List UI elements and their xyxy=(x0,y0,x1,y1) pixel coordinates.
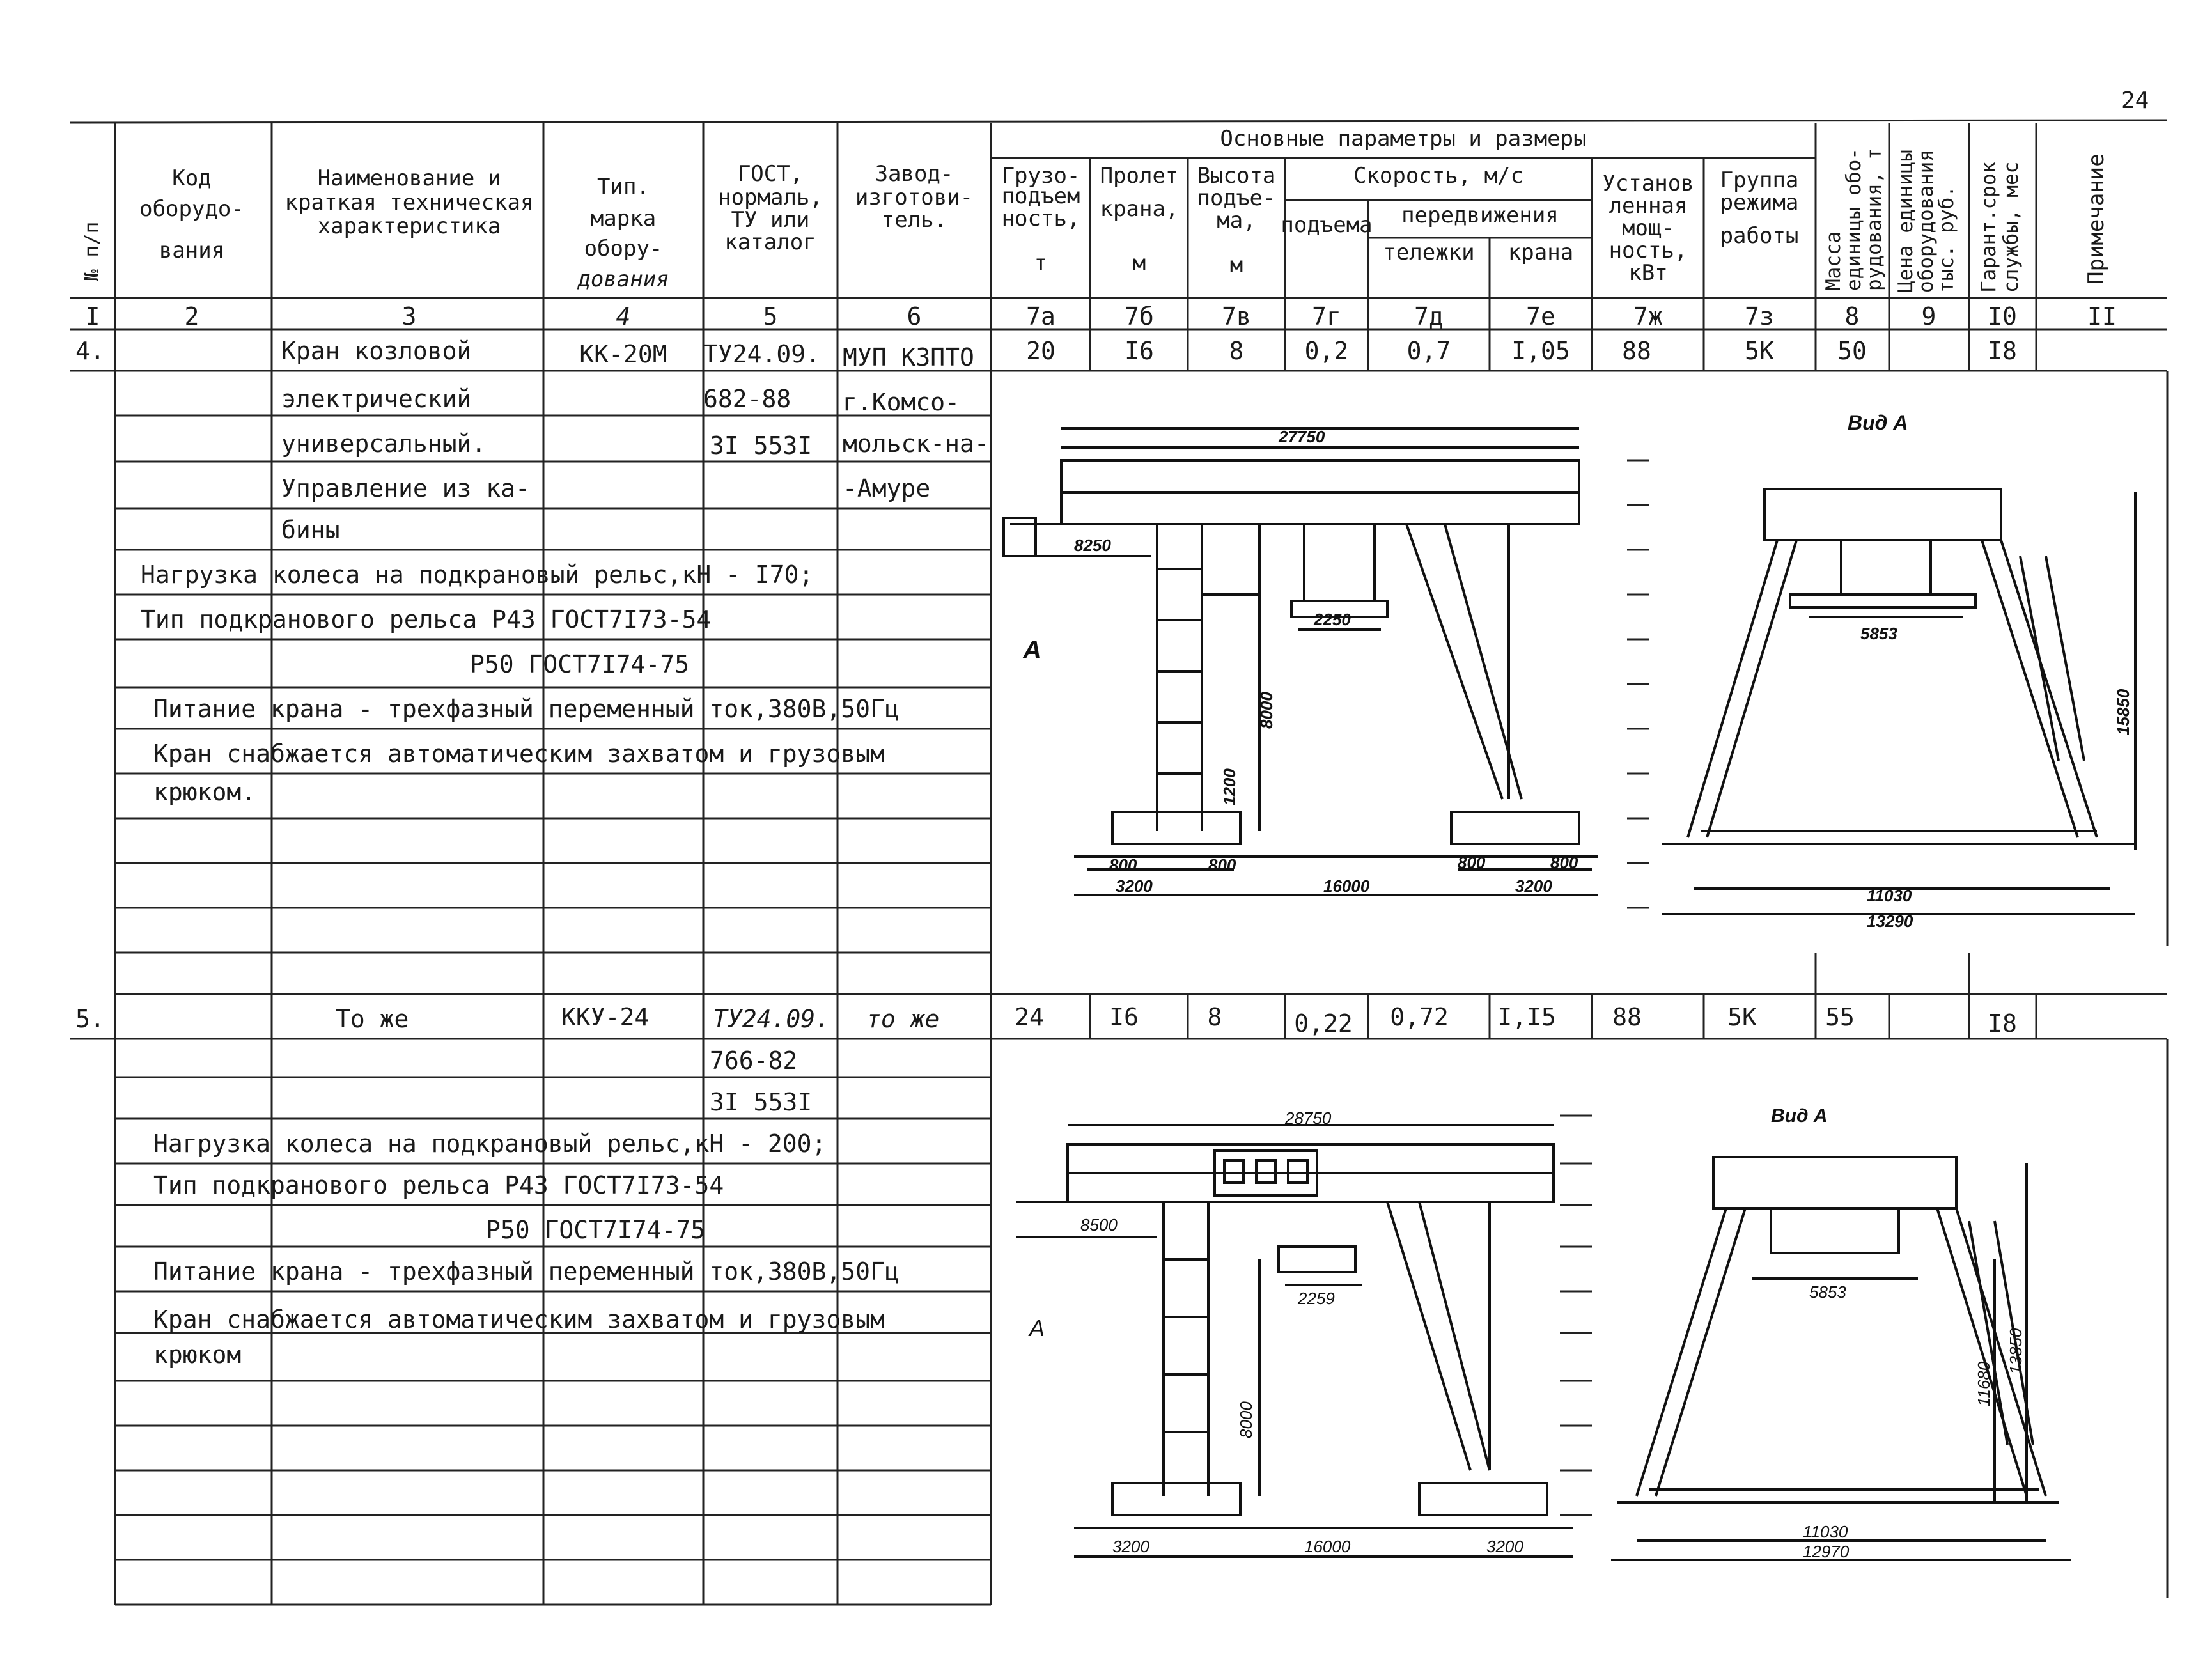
row5-mass: 55 xyxy=(1825,1003,1855,1031)
colnum-8: 8 xyxy=(1844,302,1860,331)
row5-note-2: Тип подкранового рельса Р43 ГОСТ7I73-54 xyxy=(153,1171,724,1199)
row4-power: 88 xyxy=(1622,337,1651,365)
row4-name-1: Кран козловой xyxy=(281,337,472,365)
drawing4-dim-h2: 11680 xyxy=(1974,1361,1993,1406)
row4-gost-1: ТУ24.09. xyxy=(703,340,821,368)
header-type-2: марка xyxy=(590,206,657,231)
colnum-7zh: 7ж xyxy=(1633,302,1663,331)
header-code-1: Код xyxy=(172,166,212,191)
drawing1-dim-h2: 1200 xyxy=(1220,768,1239,805)
drawing2-dim-height: 15850 xyxy=(2114,689,2133,735)
row4-type: КК-20М xyxy=(579,340,667,368)
row4-note-6: крюком. xyxy=(153,778,256,806)
header-power-2: ленная xyxy=(1608,193,1688,219)
page-number: 24 xyxy=(2121,88,2149,114)
drawing3-dim-hook: 2259 xyxy=(1298,1289,1335,1308)
row5-note-5: Кран снабжается автоматическим захватом и грузовым xyxy=(153,1305,885,1334)
row5-num: 5. xyxy=(75,1005,105,1033)
drawing1-dim-main-span: 16000 xyxy=(1323,876,1370,896)
header-capacity-3: ность, xyxy=(1001,206,1080,231)
row4-note-1: Нагрузка колеса на подкрановый рельс,кН - I70; xyxy=(141,561,814,589)
row5-mode: 5К xyxy=(1727,1003,1757,1031)
header-power-3: мощ- xyxy=(1622,215,1674,241)
header-span-3: м xyxy=(1132,251,1146,276)
header-price-3: тыс. руб. xyxy=(1935,185,1958,293)
row4-name-5: бины xyxy=(281,516,340,544)
crane-kk20m-side-drawing xyxy=(1637,403,2161,933)
header-power-4: ность, xyxy=(1608,238,1688,263)
colnum-7a: 7а xyxy=(1026,302,1055,331)
drawing1-dim-wheel2: 800 xyxy=(1208,855,1236,875)
colnum-4: 4 xyxy=(616,302,631,331)
header-height-1: Высота xyxy=(1197,163,1276,189)
row4-factory-2: г.Комсо- xyxy=(843,388,960,416)
header-name-3: характеристика xyxy=(317,214,501,239)
row5-lift-speed: 0,22 xyxy=(1294,1009,1353,1038)
row5-height: 8 xyxy=(1207,1003,1222,1031)
row4-name-2: электрический xyxy=(281,385,472,413)
row5-power: 88 xyxy=(1612,1003,1642,1031)
row5-span: I6 xyxy=(1109,1003,1139,1031)
drawing1-dim-cantilever: 8250 xyxy=(1074,536,1111,555)
drawing2-dim-base2: 13290 xyxy=(1867,912,1913,931)
header-type-4: дования xyxy=(577,267,669,292)
header-gost-4: каталог xyxy=(724,230,816,255)
row4-capacity: 20 xyxy=(1026,337,1055,365)
header-note: Примечание xyxy=(2083,153,2109,284)
row5-name-1: То же xyxy=(336,1005,409,1033)
drawing2-view-label: Вид А xyxy=(1848,411,1908,434)
header-gost-3: ТУ или xyxy=(731,207,810,233)
row4-warranty: I8 xyxy=(1988,337,2017,365)
header-mode-2: режима xyxy=(1720,190,1799,215)
row4-name-3: универсальный. xyxy=(281,430,487,458)
header-power-1: Установ xyxy=(1602,171,1694,196)
crane-kku24-front-drawing xyxy=(1004,1100,1579,1598)
header-warranty-1: Гарант.срок xyxy=(1977,161,2000,293)
header-col-num: № п/п xyxy=(81,221,104,281)
row4-mode: 5К xyxy=(1745,337,1774,365)
header-name-1: Наименование и xyxy=(317,166,501,191)
row5-note-3: Р50 ГОСТ7I74-75 xyxy=(486,1216,706,1244)
drawing4-dim-height: 13850 xyxy=(2006,1328,2025,1374)
header-factory-2: изготови- xyxy=(855,185,974,210)
row5-note-1: Нагрузка колеса на подкрановый рельс,кН - 200; xyxy=(153,1130,827,1158)
colnum-2: 2 xyxy=(184,302,199,331)
header-power-5: кВт xyxy=(1628,260,1668,286)
row4-gost-2: 682-88 xyxy=(703,385,791,413)
header-name-2: краткая техническая xyxy=(284,190,534,215)
header-mode-3: работы xyxy=(1720,223,1799,249)
colnum-5: 5 xyxy=(763,302,778,331)
crane-kku24-side-drawing xyxy=(1598,1087,2084,1592)
drawing1-dim-hook: 2250 xyxy=(1314,610,1351,629)
row5-gost-2: 766-82 xyxy=(710,1047,798,1075)
header-lift: подъема xyxy=(1281,212,1373,238)
colnum-7b: 7б xyxy=(1125,302,1154,331)
row4-span: I6 xyxy=(1125,337,1154,365)
header-params-title: Основные параметры и размеры xyxy=(1220,126,1587,152)
header-code-3: вания xyxy=(159,238,225,263)
header-height-2: подъе- xyxy=(1197,185,1276,211)
drawing1-dim-wheel1: 800 xyxy=(1109,855,1137,875)
row5-note-6: крюком xyxy=(153,1341,242,1369)
drawing4-dim-base1: 11030 xyxy=(1803,1522,1848,1541)
colnum-6: 6 xyxy=(907,302,922,331)
row4-note-3: Р50 ГОСТ7I74-75 xyxy=(470,650,690,678)
row4-mass: 50 xyxy=(1837,337,1867,365)
row4-note-2: Тип подкранового рельса Р43 ГОСТ7I73-54 xyxy=(141,605,712,634)
row4-factory-4: -Амуре xyxy=(843,474,931,502)
drawing2-dim-beam: 5853 xyxy=(1860,624,1897,643)
drawing1-dim-leg: 3200 xyxy=(1116,876,1153,896)
row5-gost-3: 3I 553I xyxy=(710,1088,813,1116)
header-height-3: ма, xyxy=(1217,208,1256,233)
drawing1-dim-leg2: 3200 xyxy=(1515,876,1552,896)
drawing4-dim-base2: 12970 xyxy=(1803,1542,1850,1561)
row4-lift-speed: 0,2 xyxy=(1304,337,1349,365)
row5-type: ККУ-24 xyxy=(561,1003,650,1031)
drawing1-dim-wheel3: 800 xyxy=(1458,853,1486,872)
row4-factory-3: мольск-на- xyxy=(843,430,989,458)
colnum-7e: 7е xyxy=(1526,302,1555,331)
drawing4-dim-beam: 5853 xyxy=(1809,1282,1846,1302)
header-height-4: м xyxy=(1229,253,1243,278)
colnum-7z: 7з xyxy=(1745,302,1774,331)
row5-capacity: 24 xyxy=(1015,1003,1044,1031)
row4-trolley-speed: 0,7 xyxy=(1406,337,1451,365)
row4-height: 8 xyxy=(1229,337,1244,365)
header-trolley: тележки xyxy=(1383,240,1475,265)
header-gost-1: ГОСТ, xyxy=(737,161,804,187)
colnum-7v: 7в xyxy=(1222,302,1251,331)
row4-factory-1: МУП КЗПТО xyxy=(843,343,974,371)
row4-num: 4. xyxy=(75,337,105,365)
row4-crane-speed: I,05 xyxy=(1511,337,1570,365)
colnum-11: II xyxy=(2087,302,2117,331)
drawing1-dim-wheel4: 800 xyxy=(1550,853,1578,872)
drawing1-dim-height: 8000 xyxy=(1257,692,1276,729)
header-capacity-4: т xyxy=(1034,251,1048,276)
row5-trolley-speed: 0,72 xyxy=(1390,1003,1449,1031)
header-warranty-2: службы, мес xyxy=(2000,161,2023,293)
header-crane: крана xyxy=(1507,240,1574,265)
header-capacity-1: Грузо- xyxy=(1001,163,1080,189)
header-speed: Скорость, м/с xyxy=(1353,163,1524,189)
header-gost-2: нормаль, xyxy=(718,185,823,210)
drawing1-dim-span: 27750 xyxy=(1279,427,1325,446)
row5-factory-1: то же xyxy=(866,1005,940,1033)
header-factory-3: тель. xyxy=(881,207,947,233)
header-price-2: оборудования xyxy=(1915,150,1938,293)
colnum-3: 3 xyxy=(401,302,417,331)
header-type-3: обору- xyxy=(584,236,663,261)
drawing1-arrow-label: A xyxy=(1023,636,1041,664)
header-mass-1: Масса xyxy=(1822,231,1845,291)
header-span-1: Пролет xyxy=(1100,163,1179,189)
header-type-1: Тип. xyxy=(597,174,650,199)
header-mode-1: Группа xyxy=(1720,167,1799,193)
row5-gost-1: ТУ24.09. xyxy=(713,1005,830,1033)
colnum-10: I0 xyxy=(1988,302,2017,331)
row5-crane-speed: I,I5 xyxy=(1497,1003,1556,1031)
colnum-9: 9 xyxy=(1921,302,1936,331)
row5-note-4: Питание крана - трехфазный переменный ток,380В,50Гц xyxy=(153,1257,900,1286)
drawing3-dim-span: 28750 xyxy=(1285,1109,1332,1128)
drawing3-dim-main-span: 16000 xyxy=(1304,1537,1351,1556)
row4-note-4: Питание крана - трехфазный переменный ток,380В,50Гц xyxy=(153,695,900,723)
drawing3-dim-leg2: 3200 xyxy=(1486,1537,1523,1556)
crane-kk20m-front-drawing xyxy=(997,409,1624,946)
drawing4-view-label: Вид А xyxy=(1771,1105,1828,1126)
row4-note-5: Кран снабжается автоматическим захватом и грузовым xyxy=(153,740,885,768)
drawing3-dim-cantilever: 8500 xyxy=(1080,1215,1118,1234)
header-mass-2: единицы обо- xyxy=(1842,148,1865,291)
colnum-1: I xyxy=(85,302,100,331)
colnum-7g: 7г xyxy=(1312,302,1341,331)
header-price-1: Цена единицы xyxy=(1894,150,1917,293)
header-travel: передвижения xyxy=(1401,203,1559,228)
row4-gost-3: 3I 553I xyxy=(710,432,813,460)
colnum-7d: 7д xyxy=(1414,302,1444,331)
drawing3-dim-leg: 3200 xyxy=(1112,1537,1149,1556)
drawing2-dim-base1: 11030 xyxy=(1867,886,1912,905)
row5-warranty: I8 xyxy=(1988,1009,2017,1038)
header-capacity-2: подъем xyxy=(1001,183,1080,209)
header-factory-1: Завод- xyxy=(875,161,954,187)
header-span-2: крана, xyxy=(1100,196,1179,222)
header-code-2: оборудо- xyxy=(139,196,244,222)
drawing3-arrow-label: А xyxy=(1029,1315,1045,1341)
header-mass-3: рудования, т xyxy=(1863,148,1886,291)
drawing3-dim-height: 8000 xyxy=(1236,1401,1256,1438)
row4-name-4: Управление из ка- xyxy=(281,474,530,502)
